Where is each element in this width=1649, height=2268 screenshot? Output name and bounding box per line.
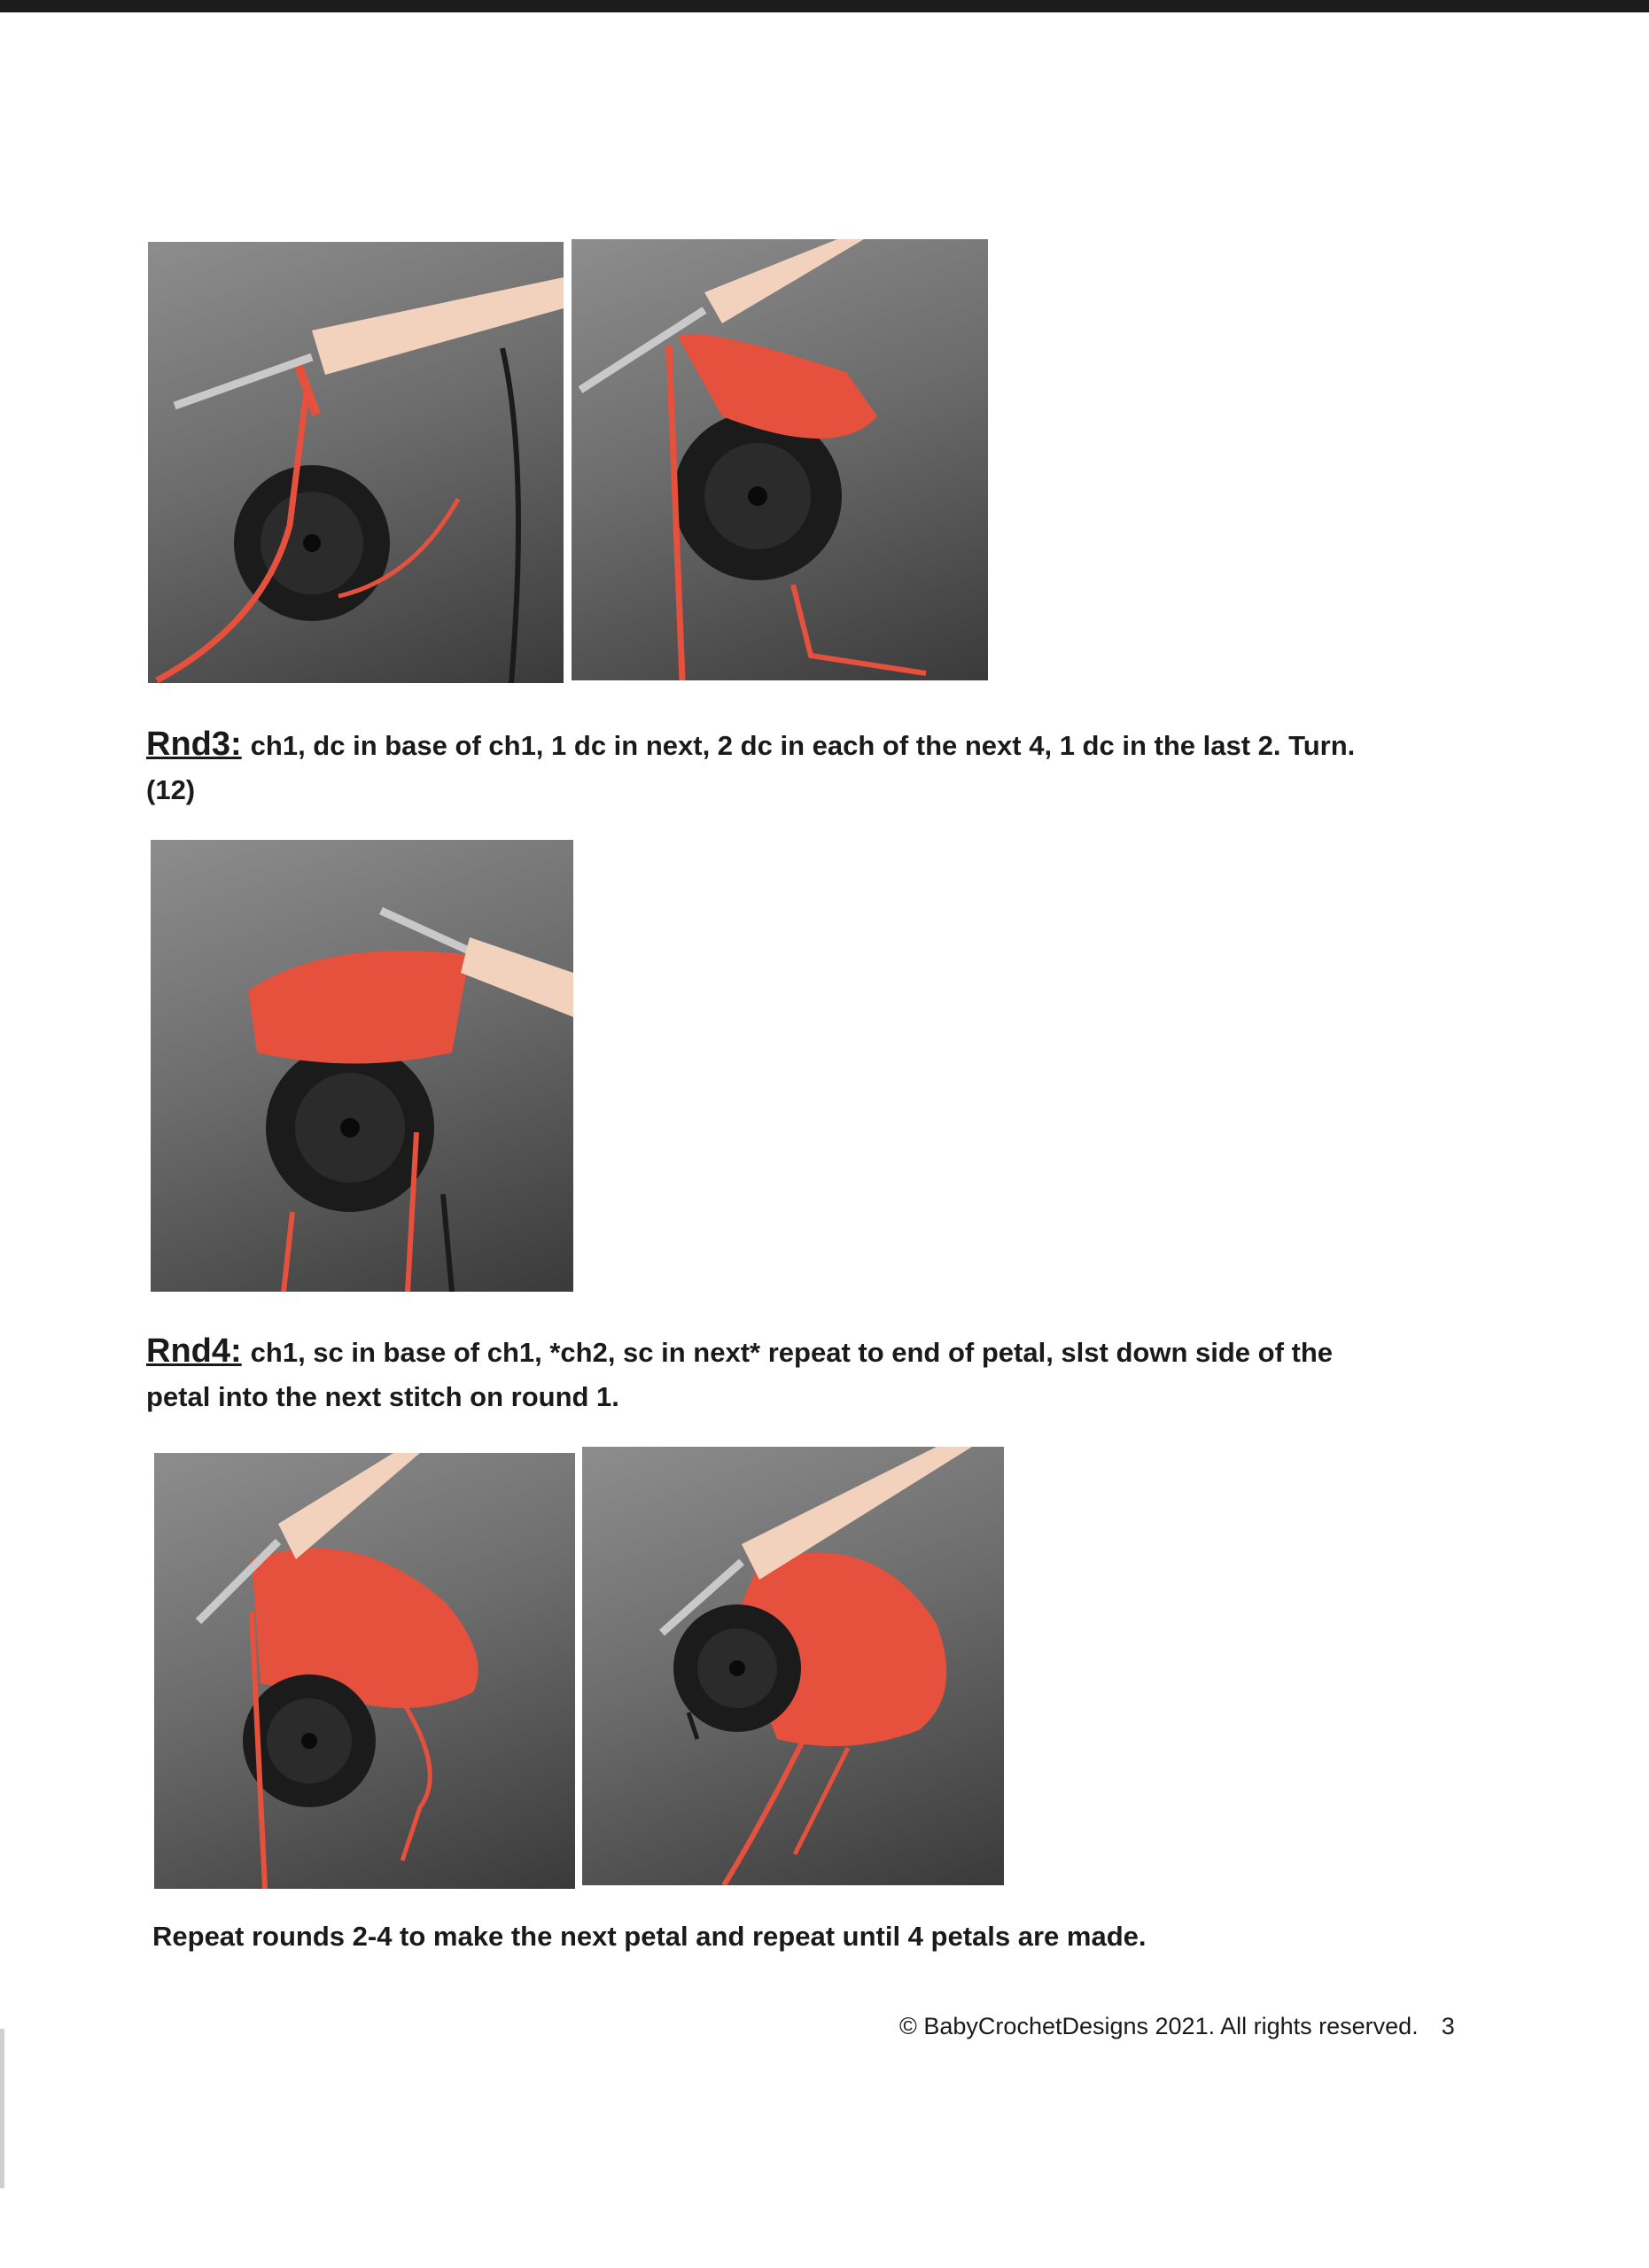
scan-edge-top	[0, 0, 1649, 12]
step-rnd4-tag: Rnd4:	[146, 1332, 242, 1370]
copyright-notice: © BabyCrochetDesigns 2021. All rights reserved.	[899, 2013, 1419, 2039]
photo-rnd4-start	[151, 840, 573, 1292]
step-rnd4-text: ch1, sc in base of ch1, *ch2, sc in next* repeat to end of petal, slst down side of the	[250, 1337, 1334, 1368]
page-number: 3	[1441, 2013, 1455, 2039]
step-rnd4-text-cont: petal into the next stitch on round 1.	[146, 1381, 619, 1412]
step-rnd3	[146, 722, 1458, 812]
photo-rnd3-start	[148, 242, 564, 683]
closing-instruction: Repeat rounds 2-4 to make the next petal and repeat until 4 petals are made.	[152, 1921, 1147, 1952]
photo-rnd4-progress	[154, 1453, 575, 1889]
photo-rnd4-complete	[582, 1447, 1004, 1885]
step-rnd4	[146, 1329, 1458, 1419]
page-footer	[899, 2013, 1455, 2040]
scan-edge-left	[0, 2029, 4, 2188]
step-rnd3-text: ch1, dc in base of ch1, 1 dc in next, 2 dc in each of the next 4, 1 dc in the last 2. Turn.	[250, 730, 1356, 761]
step-rnd3-tag: Rnd3:	[146, 726, 242, 763]
photo-rnd3-finished	[572, 239, 988, 680]
step-rnd3-count: (12)	[146, 774, 196, 805]
